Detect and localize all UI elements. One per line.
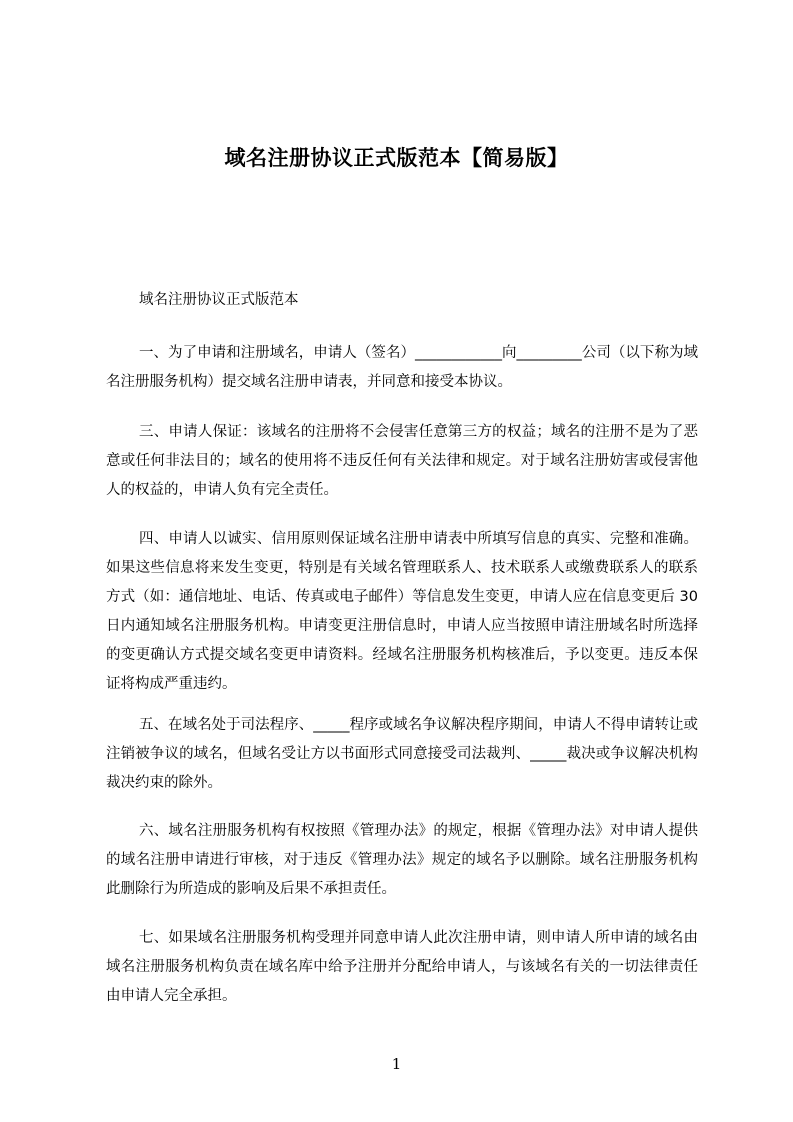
paragraph-7: 七、如果域名注册服务机构受理并同意申请人此次注册申请，则申请人所申请的域名由域名注册服务机构负责在域名库中给予注册并分配给申请人，与该域名有关的一切法律责任由申请人完全承担。 <box>106 930 698 1004</box>
paragraph-4: 四、申请人以诚实、信用原则保证域名注册申请表中所填写信息的真实、完整和准确。如果这些信息将来发生变更，特别是有关域名管理联系人、技术联系人或缴费联系人的联系方式（如：通信地址、电话、传真或电子邮件）等信息发生变更，申请人应在信息变更后 30 日内通知域名注册服务机构。申请变更注册信息时，申请人应当按照申请注册域名时所选择的变更确认方式提交域名变更申请资料。经域名注册服务机构核准后，予以变更。违反本保证将构成严重违约。 <box>106 531 698 692</box>
paragraph-3: 三、申请人保证：该域名的注册将不会侵害任意第三方的权益；域名的注册不是为了恶意或任何非法目的；域名的使用将不违反任何有关法律和规定。对于域名注册妨害或侵害他人的权益的，申请人负有完全责任。 <box>106 424 698 498</box>
paragraph-5: 五、在域名处于司法程序、_____程序或域名争议解决程序期间，申请人不得申请转让或注销被争议的域名，但域名受让方以书面形式同意接受司法裁判、_____裁决或争议解决机构裁决约束的除外。 <box>106 717 698 791</box>
document-subtitle: 域名注册协议正式版范本 <box>139 292 299 308</box>
page-number: 1 <box>391 1055 402 1073</box>
paragraph-6: 六、域名注册服务机构有权按照《管理办法》的规定，根据《管理办法》对申请人提供的域名注册申请进行审核，对于违反《管理办法》规定的域名予以删除。域名注册服务机构此删除行为所造成的影响及后果不承担责任。 <box>106 823 698 897</box>
document-title: 域名注册协议正式版范本【简易版】 <box>224 146 569 170</box>
paragraph-1: 一、为了申请和注册域名，申请人（签名）____________向_________公司（以下称为域名注册服务机构）提交域名注册申请表，并同意和接受本协议。 <box>106 345 698 390</box>
